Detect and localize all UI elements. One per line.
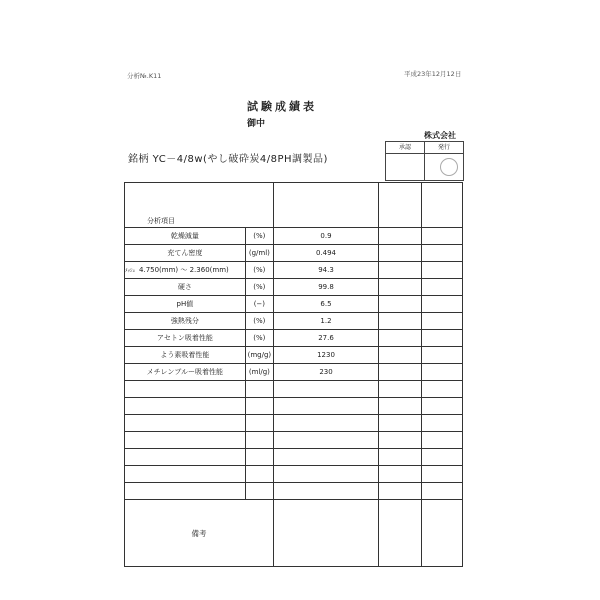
unit-cell: (%) <box>245 330 273 347</box>
value-cell: 94.3 <box>274 262 379 279</box>
table-row <box>125 279 463 296</box>
value-cell: 1.2 <box>274 313 379 330</box>
value-cell: 27.6 <box>274 330 379 347</box>
table-row <box>125 347 463 364</box>
mesh-prefix: ﾒｯｼｭ <box>125 268 136 274</box>
item-cell: 強熱残分 <box>125 313 246 330</box>
empty-row <box>125 398 463 415</box>
document-title: 試験成績表 <box>247 100 317 113</box>
value-cell: 0.494 <box>274 245 379 262</box>
unit-cell: (%) <box>245 279 273 296</box>
item-cell: pH値 <box>125 296 246 313</box>
remarks-row <box>125 500 463 567</box>
item-cell: アセトン吸着性能 <box>125 330 246 347</box>
issue-label: 発行 <box>425 142 463 154</box>
item-cell: 乾燥減量 <box>125 228 246 245</box>
mesh-range: 4.750(mm) 〜 2.360(mm) <box>139 266 229 274</box>
issue-stamp-box <box>424 141 464 181</box>
table-row <box>125 245 463 262</box>
approval-stamp-box <box>385 141 425 181</box>
issue-date: 平成23年12月12日 <box>404 70 462 78</box>
recipient-label: 御中 <box>247 119 266 129</box>
value-cell: 230 <box>274 364 379 381</box>
unit-cell: (g/ml) <box>245 245 273 262</box>
table-row <box>125 296 463 313</box>
item-cell: 充てん密度 <box>125 245 246 262</box>
empty-row <box>125 415 463 432</box>
unit-cell: (ml/g) <box>245 364 273 381</box>
empty-row <box>125 432 463 449</box>
value-cell: 0.9 <box>274 228 379 245</box>
empty-row <box>125 483 463 500</box>
unit-cell: (mg/g) <box>245 347 273 364</box>
remarks-label: 備考 <box>125 500 274 567</box>
table-row <box>125 364 463 381</box>
seal-icon <box>440 158 458 176</box>
value-cell: 99.8 <box>274 279 379 296</box>
unit-cell: (−) <box>245 296 273 313</box>
table-row <box>125 228 463 245</box>
analysis-table <box>124 182 463 567</box>
empty-row <box>125 466 463 483</box>
header-cell <box>125 183 274 228</box>
table-row <box>125 262 463 279</box>
table-row <box>125 330 463 347</box>
empty-row <box>125 381 463 398</box>
empty-row <box>125 449 463 466</box>
document-number: 分析№.K11 <box>127 72 162 80</box>
company-name: 株式会社 <box>424 131 456 140</box>
analysis-item-header: 分析項目 <box>147 217 175 225</box>
item-cell: よう素吸着性能 <box>125 347 246 364</box>
unit-cell: (%) <box>245 313 273 330</box>
table-header-row <box>125 183 463 228</box>
item-cell <box>125 262 246 279</box>
approval-label: 承認 <box>386 142 424 154</box>
unit-cell: (%) <box>245 228 273 245</box>
value-cell: 6.5 <box>274 296 379 313</box>
item-cell: 硬さ <box>125 279 246 296</box>
item-cell: メチレンブルー吸着性能 <box>125 364 246 381</box>
unit-cell: (%) <box>245 262 273 279</box>
product-name: 銘柄 YC－4/8w(やし破砕炭4/8PH調製品) <box>128 154 328 165</box>
value-cell: 1230 <box>274 347 379 364</box>
table-row <box>125 313 463 330</box>
